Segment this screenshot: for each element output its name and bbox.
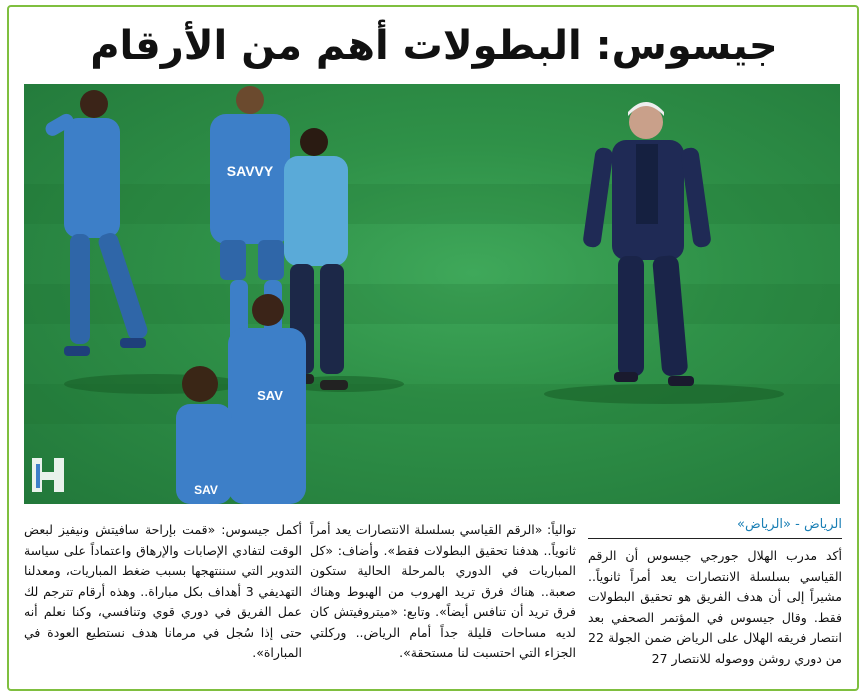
- article-photo: [24, 84, 840, 504]
- article-paragraph-1: أكد مدرب الهلال جورجي جيسوس أن الرقم القياسي بسلسلة الانتصارات يعد أمراً ثانوياً.. مشيراً إلى أن هدف الفريق هو تحقيق البطولات فقط. وقال جيسوس في المؤتمر الصحفي بعد انتصار فريقه الهلال على الرياض ضمن الجولة 22 من دوري روشن ووصوله للانتصار 27: [588, 548, 842, 666]
- jersey-sponsor-1: SAVVY: [226, 163, 274, 179]
- jersey-sponsor-3: SAV: [194, 483, 218, 497]
- jersey-sponsor-2: SAV: [257, 388, 283, 403]
- alhilal-logo: [28, 452, 68, 500]
- dateline: الرياض - «الرياض»: [588, 513, 842, 539]
- article-paragraph-3: أكمل جيسوس: «قمت بإراحة سافيتش ونيفيز لبعض الوقت لتفادي الإصابات والإرهاق واعتماداً على سياسة التدوير التي سننتهجها بسبب ضغط المباريات، ومعدلنا التهديفي 3 أهداف بكل مباراة.. وهذه أرقام تترجم لك عمل الفريق في دوري قوي وتنافسي، وكنا نعلم أنه حتى إذا سُجل في مرمانا هدف نستطيع العودة في المباراة».: [24, 522, 302, 660]
- article-paragraph-2: توالياً: «الرقم القياسي بسلسلة الانتصارات يعد أمراً ثانوياً.. هدفنا تحقيق البطولات فقط». وأضاف: «كل المباريات في الدوري بالمرحلة الحالية ستكون صعبة.. هناك فرق تريد الهروب من الهبوط وهناك فرق تريد أن تنافس أيضاً». وتابع: «ميتروفيتش كان لديه مساحات قليلة جداً أمام الرياض.. وركلتي الجزاء التي احتسبت لنا مستحقة».: [310, 522, 576, 660]
- article-column-1: [588, 546, 842, 669]
- article-column-3: [24, 520, 302, 664]
- coach-jesus: [582, 102, 712, 386]
- photo-scene: [24, 84, 840, 504]
- article-column-2: [310, 520, 576, 664]
- headline: جيسوس: البطولات أهم من الأرقام: [90, 23, 778, 69]
